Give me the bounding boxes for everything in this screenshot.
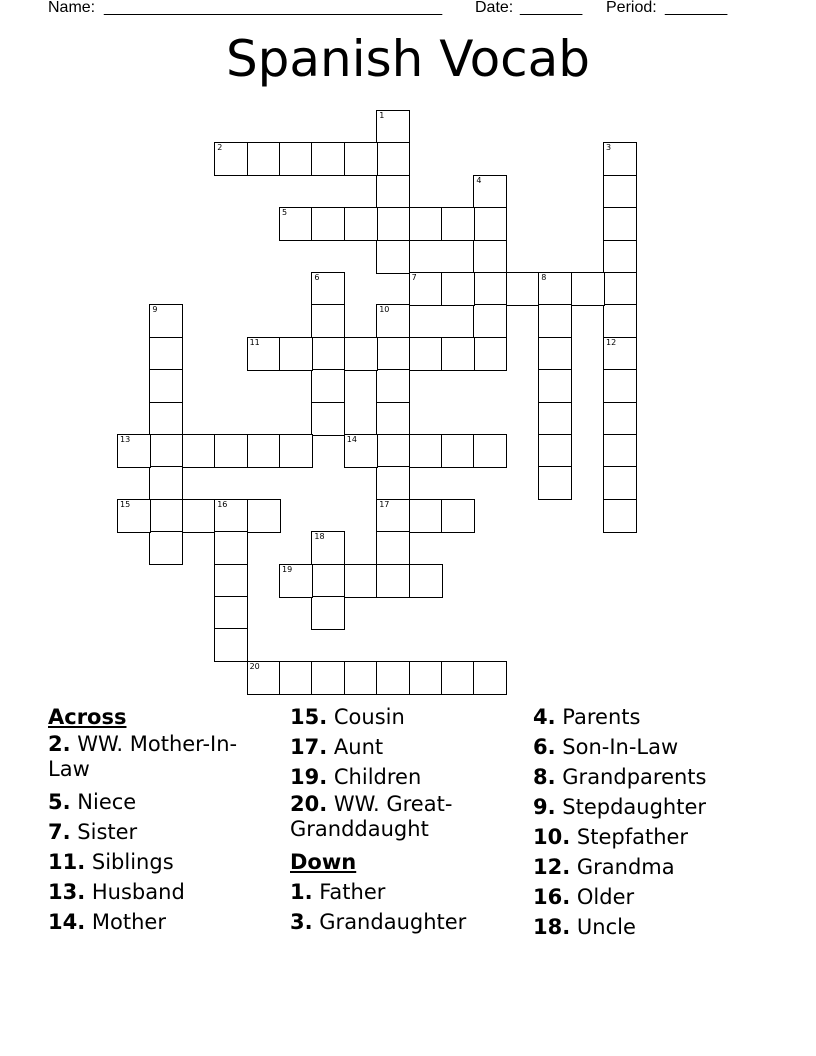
clue-down-12 — [533, 852, 706, 882]
grid-cell[interactable] — [376, 207, 410, 241]
clue-number: 20. — [290, 792, 328, 816]
grid-cell[interactable] — [376, 240, 410, 274]
clue-number: 9. — [533, 795, 556, 819]
grid-cell[interactable] — [311, 596, 345, 630]
grid-cell[interactable] — [538, 402, 572, 436]
clue-text: Aunt — [333, 735, 384, 759]
cell-number: 14 — [346, 435, 357, 444]
clue-text: Siblings — [91, 850, 174, 874]
period-line[interactable]: _______ — [665, 0, 728, 16]
clue-text: Older — [576, 885, 635, 909]
grid-cell[interactable] — [603, 272, 637, 306]
clue-column-1 — [48, 702, 263, 937]
grid-cell[interactable] — [214, 531, 248, 565]
grid-cell[interactable] — [344, 142, 378, 176]
cell-number: 1 — [379, 111, 385, 120]
clue-text: Son-In-Law — [562, 735, 679, 759]
grid-cell[interactable] — [538, 466, 572, 500]
cell-number: 9 — [152, 305, 158, 315]
grid-cell[interactable] — [247, 499, 281, 533]
clue-number: 10. — [533, 825, 571, 849]
cell-number: 6 — [314, 273, 320, 282]
clue-number: 12. — [533, 855, 571, 879]
cell-number: 18 — [314, 532, 325, 542]
grid-cell[interactable] — [603, 240, 637, 274]
clue-number: 13. — [48, 880, 86, 904]
across-heading: Across — [48, 705, 127, 729]
grid-cell[interactable] — [571, 272, 605, 306]
clue-across-7 — [48, 817, 263, 847]
grid-cell[interactable] — [214, 596, 248, 630]
grid-cell[interactable] — [311, 531, 345, 565]
grid-cell[interactable] — [376, 142, 410, 176]
cell-number: 3 — [606, 143, 612, 153]
clue-number: 8. — [533, 765, 556, 789]
page-title: Spanish Vocab — [225, 30, 591, 88]
grid-cell[interactable] — [376, 402, 410, 436]
grid-cell[interactable] — [441, 661, 475, 695]
clue-across-11 — [48, 847, 263, 877]
clue-text: Stepdaughter — [562, 795, 707, 819]
grid-cell[interactable] — [344, 564, 378, 598]
grid-cell[interactable] — [311, 661, 345, 695]
clue-column-3 — [533, 702, 706, 942]
grid-cell[interactable] — [279, 661, 313, 695]
grid-cell[interactable] — [214, 434, 248, 468]
clue-text: WW. Mother-In-Law — [48, 732, 238, 781]
grid-cell[interactable] — [311, 369, 345, 403]
grid-cell[interactable] — [279, 207, 313, 241]
grid-cell[interactable] — [376, 531, 410, 565]
clue-across-5 — [48, 787, 263, 817]
cell-number: 20 — [249, 661, 260, 671]
clue-number: 11. — [48, 850, 86, 874]
grid-cell[interactable] — [538, 304, 572, 338]
clue-text: Husband — [91, 880, 185, 904]
clue-across-20 — [290, 792, 526, 842]
clue-text: Grandaughter — [319, 910, 467, 934]
grid-cell[interactable] — [214, 499, 248, 533]
clue-text: Parents — [562, 705, 641, 729]
grid-cell[interactable] — [441, 434, 475, 468]
grid-cell[interactable] — [344, 337, 378, 371]
grid-cell[interactable] — [247, 661, 281, 695]
grid-cell[interactable] — [441, 272, 475, 306]
clue-number: 14. — [48, 910, 86, 934]
clue-number: 4. — [533, 705, 556, 729]
grid-cell[interactable] — [311, 402, 345, 436]
grid-cell[interactable] — [376, 499, 410, 533]
grid-cell[interactable] — [279, 142, 313, 176]
grid-cell[interactable] — [473, 240, 507, 274]
clue-number: 17. — [290, 735, 328, 759]
grid-cell[interactable] — [376, 175, 410, 209]
clue-across-15 — [290, 702, 526, 732]
grid-cell[interactable] — [376, 434, 410, 468]
name-label: Name: — [48, 0, 96, 16]
cell-number: 11 — [249, 337, 260, 347]
clue-text: Grandma — [576, 855, 675, 879]
grid-cell[interactable] — [603, 207, 637, 241]
grid-cell[interactable] — [376, 337, 410, 371]
grid-cell[interactable] — [603, 369, 637, 403]
clue-text: Stepfather — [576, 825, 689, 849]
clue-across-19 — [290, 762, 526, 792]
grid-cell[interactable] — [409, 661, 443, 695]
grid-cell[interactable] — [214, 142, 248, 176]
grid-cell[interactable] — [311, 207, 345, 241]
cell-number: 19 — [282, 564, 293, 574]
clue-down-9 — [533, 792, 706, 822]
grid-cell[interactable] — [409, 434, 443, 468]
grid-cell[interactable] — [344, 207, 378, 241]
clue-down-18 — [533, 912, 706, 942]
grid-cell[interactable] — [441, 207, 475, 241]
date-label: Date: — [475, 0, 514, 16]
grid-cell[interactable] — [149, 499, 183, 533]
clue-down-16 — [533, 882, 706, 912]
grid-cell[interactable] — [214, 564, 248, 598]
grid-cell[interactable] — [473, 661, 507, 695]
clue-down-10 — [533, 822, 706, 852]
clue-number: 16. — [533, 885, 571, 909]
clue-across-14 — [48, 907, 263, 937]
clue-across-2 — [48, 732, 263, 782]
grid-cell[interactable] — [409, 499, 443, 533]
grid-cell[interactable] — [149, 402, 183, 436]
grid-cell[interactable] — [311, 564, 345, 598]
grid-cell[interactable] — [441, 337, 475, 371]
grid-cell[interactable] — [603, 304, 637, 338]
grid-cell[interactable] — [409, 337, 443, 371]
clue-text: Niece — [77, 790, 137, 814]
clue-down-3 — [290, 907, 526, 937]
grid-cell[interactable] — [344, 434, 378, 468]
clue-number: 18. — [533, 915, 571, 939]
cell-number: 17 — [379, 499, 390, 509]
grid-cell[interactable] — [473, 272, 507, 306]
clue-number: 19. — [290, 765, 328, 789]
grid-cell[interactable] — [473, 304, 507, 338]
grid-cell[interactable] — [182, 499, 216, 533]
clue-number: 2. — [48, 732, 71, 756]
grid-cell[interactable] — [311, 142, 345, 176]
clue-text: WW. Great-Granddaught — [290, 792, 453, 841]
grid-cell[interactable] — [473, 337, 507, 371]
clue-down-6 — [533, 732, 706, 762]
cell-number: 16 — [217, 499, 228, 509]
grid-cell[interactable] — [311, 272, 345, 306]
grid-cell[interactable] — [603, 402, 637, 436]
grid-cell[interactable] — [603, 142, 637, 176]
period-label: Period: — [606, 0, 657, 16]
grid-cell[interactable] — [538, 337, 572, 371]
grid-cell[interactable] — [149, 304, 183, 338]
grid-cell[interactable] — [603, 499, 637, 533]
grid-cell[interactable] — [182, 434, 216, 468]
clue-text: Grandparents — [562, 765, 707, 789]
clue-text: Sister — [77, 820, 138, 844]
grid-cell[interactable] — [376, 661, 410, 695]
grid-cell[interactable] — [117, 499, 151, 533]
grid-cell[interactable] — [603, 434, 637, 468]
grid-cell[interactable] — [117, 434, 151, 468]
grid-cell[interactable] — [409, 207, 443, 241]
cell-number: 8 — [541, 273, 547, 282]
clue-number: 7. — [48, 820, 71, 844]
grid-cell[interactable] — [247, 434, 281, 468]
grid-cell[interactable] — [311, 337, 345, 371]
grid-cell[interactable] — [538, 272, 572, 306]
clue-text: Cousin — [333, 705, 405, 729]
grid-cell[interactable] — [279, 434, 313, 468]
clue-text: Children — [333, 765, 422, 789]
clue-text: Mother — [91, 910, 166, 934]
clue-across-13 — [48, 877, 263, 907]
grid-cell[interactable] — [538, 369, 572, 403]
grid-cell[interactable] — [279, 337, 313, 371]
grid-cell[interactable] — [473, 434, 507, 468]
grid-cell[interactable] — [247, 142, 281, 176]
cell-number: 4 — [476, 175, 482, 185]
grid-cell[interactable] — [473, 175, 507, 209]
clue-number: 1. — [290, 880, 313, 904]
cell-number: 7 — [411, 273, 417, 282]
clue-down-4 — [533, 702, 706, 732]
clue-number: 5. — [48, 790, 71, 814]
grid-cell[interactable] — [409, 272, 443, 306]
grid-cell[interactable] — [247, 337, 281, 371]
grid-cell[interactable] — [149, 369, 183, 403]
grid-cell[interactable] — [603, 175, 637, 209]
clue-text: Father — [319, 880, 386, 904]
clue-text: Uncle — [576, 915, 636, 939]
clue-across-17 — [290, 732, 526, 762]
grid-cell[interactable] — [376, 369, 410, 403]
cell-number: 2 — [217, 143, 223, 153]
grid-cell[interactable] — [149, 337, 183, 371]
grid-cell[interactable] — [473, 207, 507, 241]
clue-down-8 — [533, 762, 706, 792]
grid-cell[interactable] — [376, 466, 410, 500]
cell-number: 5 — [282, 208, 288, 218]
name-line[interactable]: ______________________________________ — [104, 0, 443, 16]
grid-cell[interactable] — [376, 304, 410, 338]
clue-number: 6. — [533, 735, 556, 759]
down-heading: Down — [290, 850, 357, 874]
cell-number: 15 — [120, 499, 131, 509]
grid-cell[interactable] — [279, 564, 313, 598]
grid-cell[interactable] — [441, 499, 475, 533]
clue-number: 3. — [290, 910, 313, 934]
grid-cell[interactable] — [603, 337, 637, 371]
grid-cell[interactable] — [409, 564, 443, 598]
clue-number: 15. — [290, 705, 328, 729]
grid-cell[interactable] — [506, 272, 540, 306]
grid-cell[interactable] — [376, 564, 410, 598]
grid-cell[interactable] — [376, 110, 410, 144]
grid-cell[interactable] — [149, 434, 183, 468]
grid-cell[interactable] — [149, 466, 183, 500]
cell-number: 13 — [120, 435, 131, 444]
clue-column-2 — [290, 702, 526, 937]
clue-down-1 — [290, 877, 526, 907]
grid-cell[interactable] — [603, 466, 637, 500]
cell-number: 10 — [379, 305, 390, 315]
grid-cell[interactable] — [149, 531, 183, 565]
grid-cell[interactable] — [344, 661, 378, 695]
cell-number: 12 — [606, 337, 617, 347]
date-line[interactable]: _______ — [520, 0, 583, 16]
grid-cell[interactable] — [214, 628, 248, 662]
grid-cell[interactable] — [311, 304, 345, 338]
grid-cell[interactable] — [538, 434, 572, 468]
